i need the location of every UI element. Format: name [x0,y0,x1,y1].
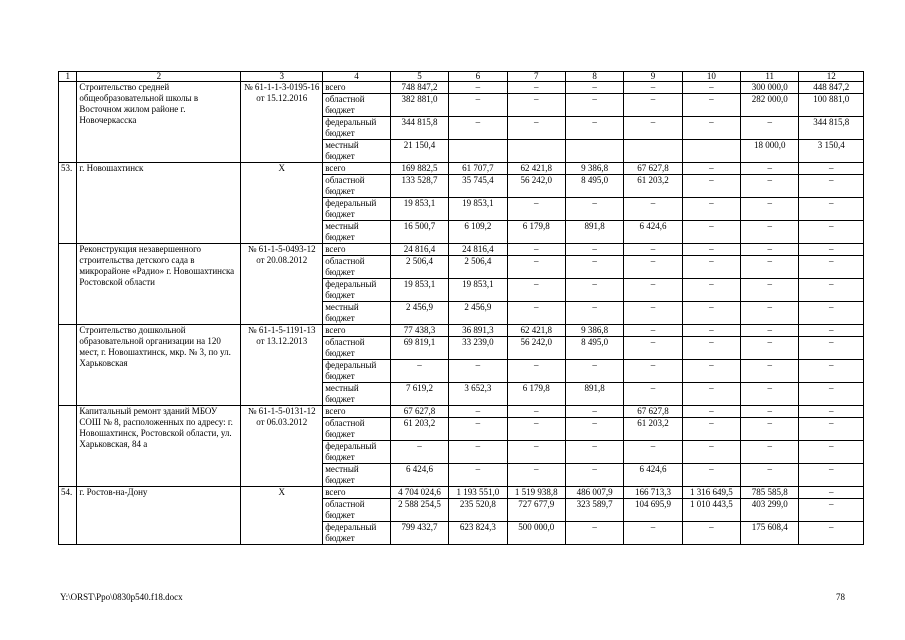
value-cell: – [741,198,799,221]
funding-source: федеральный бюджет [323,279,391,302]
funding-source: местный бюджет [323,221,391,244]
value-cell: 19 853,1 [449,198,507,221]
value-cell: – [799,302,864,325]
value-cell: – [565,360,623,383]
value-cell: 67 627,8 [390,406,448,418]
value-cell [682,140,740,163]
funding-source: областной бюджет [323,499,391,522]
value-cell: 3 150,4 [799,140,864,163]
value-cell: 1 010 443,5 [682,499,740,522]
value-cell: – [741,244,799,256]
row-number [59,325,77,406]
value-cell: – [682,163,740,175]
funding-source: областной бюджет [323,175,391,198]
value-cell: 19 853,1 [390,279,448,302]
value-cell: – [799,464,864,487]
value-cell: 323 589,7 [565,499,623,522]
value-cell: 8 495,0 [565,175,623,198]
object-name: Реконструкция незавершенного строительства детского сада в микрорайоне «Радио» г. Новошахтинска Ростовской области [77,244,241,325]
value-cell: 166 713,3 [624,487,682,499]
funding-source: областной бюджет [323,337,391,360]
value-cell: 62 421,8 [507,325,565,337]
funding-source: всего [323,82,391,94]
value-cell: – [682,337,740,360]
value-cell: – [799,441,864,464]
value-cell: – [449,360,507,383]
table-row [59,82,864,94]
funding-source: всего [323,244,391,256]
value-cell: – [624,82,682,94]
value-cell: – [741,441,799,464]
value-cell: – [741,383,799,406]
value-cell: – [682,302,740,325]
value-cell: – [449,94,507,117]
header-cell: 4 [323,72,391,82]
value-cell: 382 881,0 [390,94,448,117]
funding-source: федеральный бюджет [323,117,391,140]
value-cell: – [565,117,623,140]
value-cell: – [799,325,864,337]
value-cell: – [799,499,864,522]
value-cell: – [449,464,507,487]
value-cell: – [507,198,565,221]
object-name: г. Ростов-на-Дону [77,487,241,545]
header-cell: 5 [390,72,448,82]
value-cell: – [507,360,565,383]
value-cell: 3 652,3 [449,383,507,406]
value-cell: – [507,82,565,94]
value-cell: 133 528,7 [390,175,448,198]
value-cell: 67 627,8 [624,163,682,175]
value-cell: 799 432,7 [390,522,448,545]
funding-source: федеральный бюджет [323,360,391,383]
value-cell: 1 519 938,8 [507,487,565,499]
table-row [59,487,864,499]
value-cell: 175 608,4 [741,522,799,545]
value-cell: 1 316 649,5 [682,487,740,499]
value-cell: – [799,163,864,175]
value-cell: – [682,279,740,302]
page-number: 78 [836,592,845,602]
header-cell: 8 [565,72,623,82]
value-cell: – [624,383,682,406]
object-name: Капитальный ремонт зданий МБОУ СОШ № 8, расположенных по адресу: г. Новошахтинск, Ростовской области, ул. Харьковская, 84 а [77,406,241,487]
row-number: 54. [59,487,77,545]
value-cell: – [507,94,565,117]
value-cell: 748 847,2 [390,82,448,94]
funding-source: областной бюджет [323,256,391,279]
value-cell: 4 704 024,6 [390,487,448,499]
value-cell: – [682,383,740,406]
value-cell: 2 506,4 [449,256,507,279]
header-cell: 6 [449,72,507,82]
value-cell: – [390,360,448,383]
value-cell: – [741,302,799,325]
value-cell: 56 242,0 [507,175,565,198]
value-cell: – [565,82,623,94]
value-cell: – [799,406,864,418]
value-cell: 727 677,9 [507,499,565,522]
value-cell: – [741,256,799,279]
value-cell: – [565,256,623,279]
funding-source: всего [323,163,391,175]
value-cell: 24 816,4 [390,244,448,256]
value-cell: 62 421,8 [507,163,565,175]
value-cell: – [624,198,682,221]
value-cell: – [799,279,864,302]
value-cell: 6 424,6 [624,221,682,244]
value-cell: – [624,94,682,117]
value-cell: – [565,406,623,418]
header-cell: 7 [507,72,565,82]
value-cell: 69 819,1 [390,337,448,360]
value-cell: 403 299,0 [741,499,799,522]
row-number [59,406,77,487]
value-cell: – [799,383,864,406]
value-cell: 8 495,0 [565,337,623,360]
value-cell: – [507,256,565,279]
value-cell: – [741,360,799,383]
value-cell: – [799,198,864,221]
value-cell: – [799,337,864,360]
value-cell: 1 193 551,0 [449,487,507,499]
value-cell: 104 695,9 [624,499,682,522]
value-cell: – [682,522,740,545]
value-cell: 61 203,2 [624,418,682,441]
value-cell: 9 386,8 [565,325,623,337]
value-cell: – [507,279,565,302]
value-cell: 235 520,8 [449,499,507,522]
value-cell: – [741,175,799,198]
value-cell: – [565,441,623,464]
value-cell [565,140,623,163]
value-cell: – [799,221,864,244]
value-cell: – [799,360,864,383]
header-cell: 11 [741,72,799,82]
funding-source: местный бюджет [323,140,391,163]
header-cell: 2 [77,72,241,82]
value-cell: 6 424,6 [624,464,682,487]
value-cell: – [624,325,682,337]
budget-table [58,71,864,545]
value-cell: – [682,175,740,198]
value-cell [507,140,565,163]
table-row [59,163,864,175]
value-cell: – [624,522,682,545]
value-cell [624,140,682,163]
funding-source: всего [323,406,391,418]
funding-source: всего [323,325,391,337]
value-cell: 448 847,2 [799,82,864,94]
funding-source: местный бюджет [323,302,391,325]
value-cell: – [624,279,682,302]
value-cell: 6 109,2 [449,221,507,244]
value-cell: – [799,244,864,256]
value-cell: – [741,337,799,360]
value-cell: 623 824,3 [449,522,507,545]
row-number [59,82,77,163]
value-cell: – [682,244,740,256]
table-row [59,325,864,337]
value-cell: – [624,117,682,140]
value-cell: 56 242,0 [507,337,565,360]
value-cell: – [507,441,565,464]
value-cell: 21 150,4 [390,140,448,163]
funding-source: областной бюджет [323,418,391,441]
document-ref: № 61-1-5-0131-12 от 06.03.2012 [241,406,323,487]
value-cell: – [682,418,740,441]
value-cell: – [741,279,799,302]
funding-source: федеральный бюджет [323,441,391,464]
value-cell: – [682,221,740,244]
funding-source: местный бюджет [323,464,391,487]
value-cell: – [682,464,740,487]
value-cell: – [565,302,623,325]
value-cell: – [741,221,799,244]
value-cell: – [741,117,799,140]
value-cell: 19 853,1 [449,279,507,302]
value-cell: 67 627,8 [624,406,682,418]
funding-source: федеральный бюджет [323,522,391,545]
value-cell: – [741,163,799,175]
value-cell: 6 424,6 [390,464,448,487]
object-name: Строительство средней общеобразовательной школы в Восточном жилом районе г. Новочеркасска [77,82,241,163]
value-cell: 2 456,9 [390,302,448,325]
value-cell: 33 239,0 [449,337,507,360]
value-cell: – [799,418,864,441]
header-row [59,72,864,82]
value-cell: – [741,464,799,487]
object-name: г. Новошахтинск [77,163,241,244]
value-cell: – [682,82,740,94]
value-cell: – [624,337,682,360]
value-cell: – [741,325,799,337]
value-cell: 9 386,8 [565,163,623,175]
value-cell: 891,8 [565,383,623,406]
value-cell: – [799,487,864,499]
funding-source: областной бюджет [323,94,391,117]
funding-source: федеральный бюджет [323,198,391,221]
table-row [59,244,864,256]
value-cell: – [565,522,623,545]
value-cell: – [449,418,507,441]
header-cell: 1 [59,72,77,82]
document-ref: X [241,163,323,244]
value-cell: 891,8 [565,221,623,244]
value-cell: – [565,279,623,302]
value-cell: 300 000,0 [741,82,799,94]
value-cell: – [741,418,799,441]
value-cell: – [449,117,507,140]
value-cell: – [449,82,507,94]
value-cell: – [507,406,565,418]
header-cell: 12 [799,72,864,82]
value-cell: 35 745,4 [449,175,507,198]
value-cell: 6 179,8 [507,383,565,406]
value-cell: 77 438,3 [390,325,448,337]
value-cell: 61 203,2 [390,418,448,441]
value-cell: – [799,175,864,198]
value-cell: 785 585,8 [741,487,799,499]
value-cell: 169 882,5 [390,163,448,175]
value-cell [449,140,507,163]
value-cell: – [624,441,682,464]
value-cell: 36 891,3 [449,325,507,337]
row-number [59,244,77,325]
value-cell: – [449,441,507,464]
funding-source: местный бюджет [323,383,391,406]
file-path: Y:\ORST\Ppo\0830p540.f18.docx [60,592,183,602]
value-cell: 19 853,1 [390,198,448,221]
value-cell: 7 619,2 [390,383,448,406]
value-cell: 61 203,2 [624,175,682,198]
value-cell: – [624,360,682,383]
value-cell: – [741,406,799,418]
value-cell: – [507,464,565,487]
value-cell: – [682,198,740,221]
value-cell: – [507,117,565,140]
table-row [59,406,864,418]
value-cell: – [799,522,864,545]
row-number: 53. [59,163,77,244]
value-cell: 486 007,9 [565,487,623,499]
value-cell: – [682,406,740,418]
value-cell: – [449,406,507,418]
object-name: Строительство дошкольной образовательной организации на 120 мест, г. Новошахтинск, мкр. № 3, по ул. Харьковская [77,325,241,406]
value-cell: – [682,360,740,383]
value-cell: 16 500,7 [390,221,448,244]
value-cell: – [682,256,740,279]
value-cell: – [682,117,740,140]
value-cell: – [507,302,565,325]
header-cell: 3 [241,72,323,82]
value-cell: 6 179,8 [507,221,565,244]
value-cell: 24 816,4 [449,244,507,256]
value-cell: – [390,441,448,464]
value-cell: – [799,256,864,279]
value-cell: – [507,244,565,256]
value-cell: 344 815,8 [799,117,864,140]
value-cell: – [565,94,623,117]
header-cell: 9 [624,72,682,82]
value-cell: – [682,94,740,117]
value-cell: 61 707,7 [449,163,507,175]
value-cell: 500 000,0 [507,522,565,545]
value-cell: 2 456,9 [449,302,507,325]
value-cell: 344 815,8 [390,117,448,140]
value-cell: – [624,302,682,325]
value-cell: – [507,418,565,441]
value-cell: 100 881,0 [799,94,864,117]
funding-source: всего [323,487,391,499]
value-cell: 2 506,4 [390,256,448,279]
value-cell: – [565,244,623,256]
value-cell: – [565,198,623,221]
value-cell: – [565,418,623,441]
value-cell: – [682,325,740,337]
value-cell: – [682,441,740,464]
value-cell: – [624,244,682,256]
value-cell: 282 000,0 [741,94,799,117]
document-ref: № 61-1-5-1191-13 от 13.12.2013 [241,325,323,406]
value-cell: 2 588 254,5 [390,499,448,522]
header-cell: 10 [682,72,740,82]
value-cell: 18 000,0 [741,140,799,163]
value-cell: – [624,256,682,279]
document-ref: № 61-1-5-0493-12 от 20.08.2012 [241,244,323,325]
document-ref: X [241,487,323,545]
document-ref: № 61-1-1-3-0195-16 от 15.12.2016 [241,82,323,163]
value-cell: – [565,464,623,487]
